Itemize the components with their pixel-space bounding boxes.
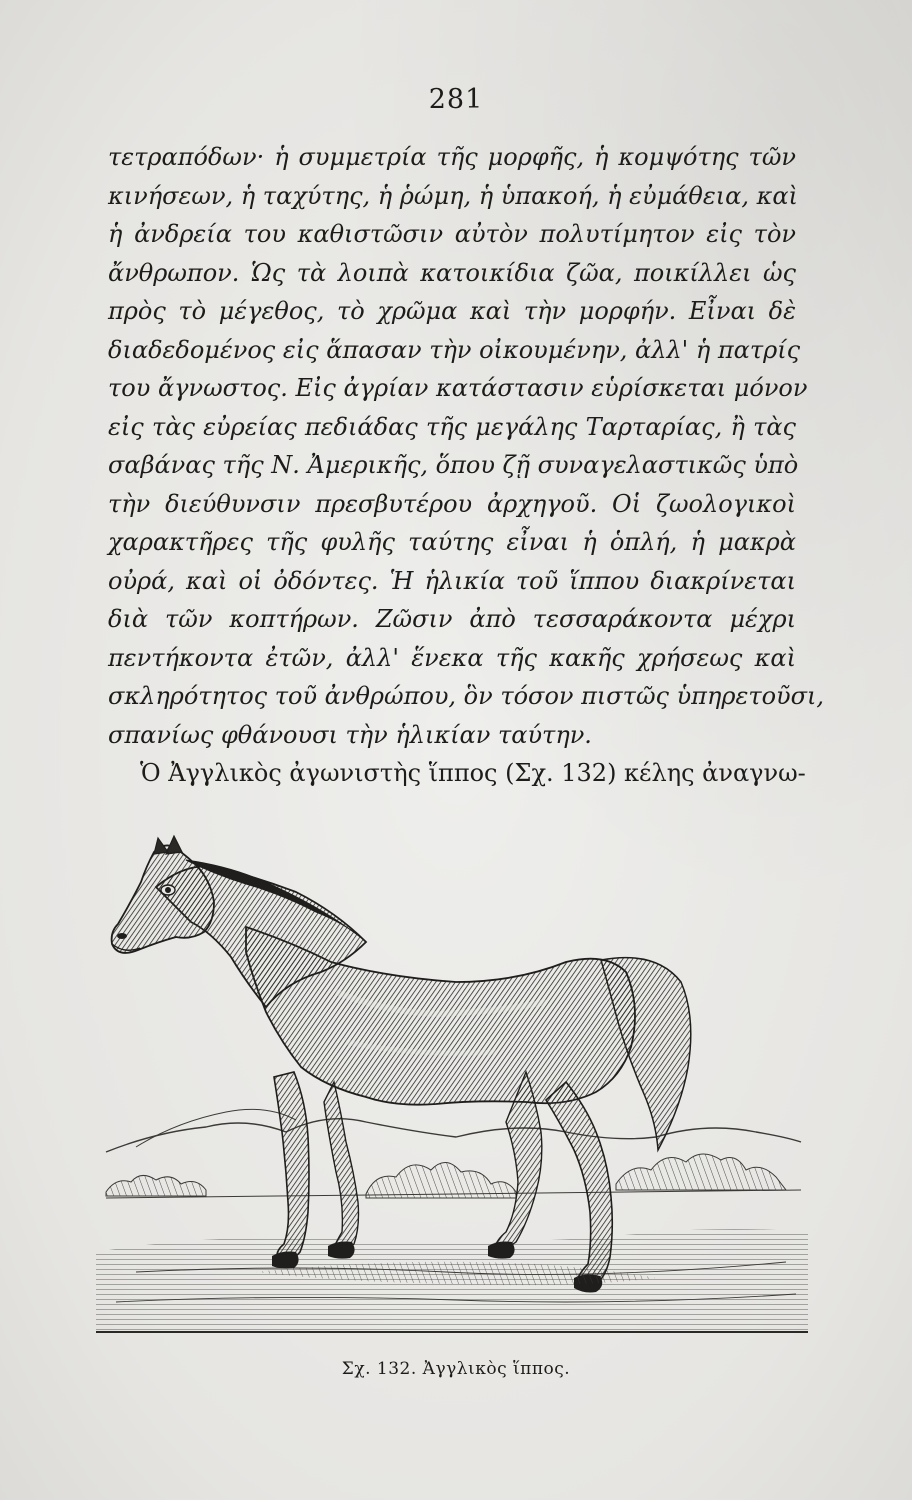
shrubs-right: [616, 1154, 786, 1190]
horse-nostril: [117, 933, 127, 939]
text-line: σκληρότητος τοῦ ἀνθρώπου, ὃν τόσον πιστῶς ὑπηρετοῦσι,: [108, 682, 825, 710]
text-line: κινήσεων, ἡ ταχύτης, ἡ ῥώμη, ἡ ὑπακοή, ἡ εὐμάθεια, καὶ: [108, 181, 798, 210]
body-text: [108, 138, 825, 793]
text-line: τὴν διεύθυνσιν πρεσβυτέρου ἀρχηγοῦ. Οἱ ζωολογικοὶ: [108, 489, 796, 518]
figure-caption: Σχ. 132. Ἀγγλικὸς ἵππος.: [341, 1359, 571, 1379]
text-line: διαδεδομένος εἰς ἅπασαν τὴν οἰκουμένην, ἀλλ' ἡ πατρίς: [108, 335, 801, 364]
horse-hoof: [272, 1252, 299, 1269]
text-line: οὐρά, καὶ οἱ ὀδόντες. Ἡ ἡλικία τοῦ ἵππου διακρίνεται: [108, 566, 796, 595]
text-line: του ἄγνωστος. Εἰς ἀγρίαν κατάστασιν εὑρίσκεται μόνον: [108, 374, 808, 402]
text-line: εἰς τὰς εὐρείας πεδιάδας τῆς μεγάλης Ταρταρίας, ἢ τὰς: [108, 412, 796, 441]
shrubs-middle: [366, 1162, 516, 1198]
text-line: διὰ τῶν κοπτήρων. Ζῶσιν ἀπὸ τεσσαράκοντα μέχρι: [108, 605, 796, 633]
horse-near-fore-leg: [274, 1072, 309, 1262]
text-line: σαβάνας τῆς Ν. Ἀμερικῆς, ὅπου ζῇ συναγελαστικῶς ὑπὸ: [108, 451, 799, 479]
horse-far-fore-leg: [324, 1082, 359, 1252]
text-line: Ὁ Ἀγγλικὸς ἀγωνιστὴς ἵππος (Σχ. 132) κέλης ἀναγνω-: [140, 759, 806, 787]
horse-hoof: [488, 1242, 515, 1259]
text-line: σπανίως φθάνουσι τὴν ἡλικίαν ταύτην.: [108, 720, 592, 749]
text-line: ἡ ἀνδρεία του καθιστῶσιν αὐτὸν πολυτίμητον εἰς τὸν: [108, 220, 796, 248]
page-number: 281: [428, 84, 484, 115]
text-line: χαρακτῆρες τῆς φυλῆς ταύτης εἶναι ἡ ὁπλή, ἡ μακρὰ: [108, 528, 796, 556]
text-line: πρὸς τὸ μέγεθος, τὸ χρῶμα καὶ τὴν μορφήν. Εἶναι δὲ: [108, 297, 796, 325]
text-line: πεντήκοντα ἐτῶν, ἀλλ' ἕνεκα τῆς κακῆς χρήσεως καὶ: [108, 643, 796, 672]
shrubs-left: [106, 1175, 206, 1196]
horse-illustration: [96, 832, 808, 1336]
text-line: τετραπόδων· ἡ συμμετρία τῆς μορφῆς, ἡ κομψότης τῶν: [108, 143, 796, 171]
text-line: ἄνθρωπον. Ὡς τὰ λοιπὰ κατοικίδια ζῶα, ποικίλλει ὡς: [108, 258, 796, 287]
hills: [106, 1119, 801, 1152]
horse-hoof: [328, 1242, 355, 1259]
